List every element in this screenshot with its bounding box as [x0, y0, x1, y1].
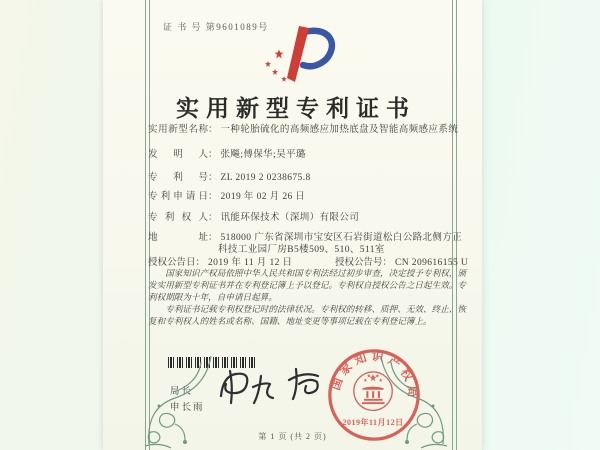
field-colon: ：	[208, 192, 218, 202]
field-colon: ：	[208, 150, 218, 160]
field-colon: ：	[382, 258, 393, 268]
field-value: 2019 年 02 月 26 日	[220, 192, 306, 202]
commissioner-name: 申长雨	[170, 403, 205, 413]
field-value: 一种轮胎硫化的高频感应加热底盘及智能高频感应系统	[220, 125, 459, 135]
field-row-filing-date	[148, 188, 460, 202]
field-value: 2019 年 11 月 12 日	[208, 258, 293, 268]
legal-paragraph-2: 专利证书记载专利权登记时的法律状况。专利权的转移、质押、无效、终止、恢复和专利权人的姓名或名称、国籍、地址变更等事项记载在专利登记簿上。	[148, 303, 466, 326]
field-label: 授权公告日	[148, 258, 196, 268]
grant-no-pair	[335, 254, 468, 268]
field-label: 授权公告号	[335, 258, 383, 268]
field-colon: ：	[195, 258, 206, 268]
certificate-paper	[103, 0, 482, 450]
field-colon: ：	[208, 233, 218, 243]
field-row-grant	[148, 254, 469, 268]
field-label: 专利申请日	[148, 192, 208, 202]
commissioner-title: 局长	[170, 387, 194, 397]
page-footer: 第 1 页 (共 2 页)	[258, 432, 327, 441]
field-colon: ：	[208, 125, 218, 135]
field-row-patentee	[148, 209, 460, 223]
legal-paragraph-1: 国家知识产权局依照中华人民共和国专利法经过初步审查，决定授予专利权，颁发实用新型专利证书并在专利登记簿上予以登记。专利权自授权公告之日起生效。专利权期限为十年，自申请日起算。	[148, 268, 466, 302]
field-label: 发明人	[148, 150, 208, 160]
seal-date: 2019年11月12日	[342, 417, 404, 427]
grant-date-pair	[148, 258, 292, 268]
field-row-patent-number	[148, 169, 460, 183]
field-value: ZL 2019 2 0238675.8	[220, 173, 311, 183]
cnipa-logo-icon	[258, 24, 338, 86]
field-value: 科技工业园厂房B5楼509、510、511室	[218, 245, 385, 255]
field-label: 专利号	[148, 173, 208, 183]
field-colon: ：	[208, 173, 218, 183]
field-label: 专利权人	[148, 213, 208, 223]
field-label: 地址	[148, 233, 208, 243]
logo-blue-p	[303, 31, 332, 66]
seal-arc-text: 国家知识产权局	[328, 348, 420, 402]
field-row-inventors	[148, 146, 460, 160]
commissioner-signature	[213, 364, 328, 412]
logo-red-slash	[287, 26, 309, 82]
certificate-number: 证 书 号 第9601089号	[163, 22, 269, 32]
field-row-address-line2	[218, 241, 530, 255]
field-value: 518000 广东省深圳市宝安区石岩街道松白公路北侧方正	[220, 233, 463, 243]
logo-stars	[265, 50, 287, 82]
field-value: 讯能环保技术（深圳）有限公司	[220, 213, 360, 223]
field-value: 张飚;傅保华;吴平璐	[220, 150, 306, 160]
field-value: CN 209616155 U	[395, 258, 469, 268]
certificate-title: 实用新型专利证书	[176, 96, 416, 121]
field-label: 实用新型名称	[148, 125, 208, 135]
legal-text-block	[148, 268, 466, 328]
field-row-invention-name	[148, 121, 460, 135]
field-colon: ：	[208, 213, 218, 223]
